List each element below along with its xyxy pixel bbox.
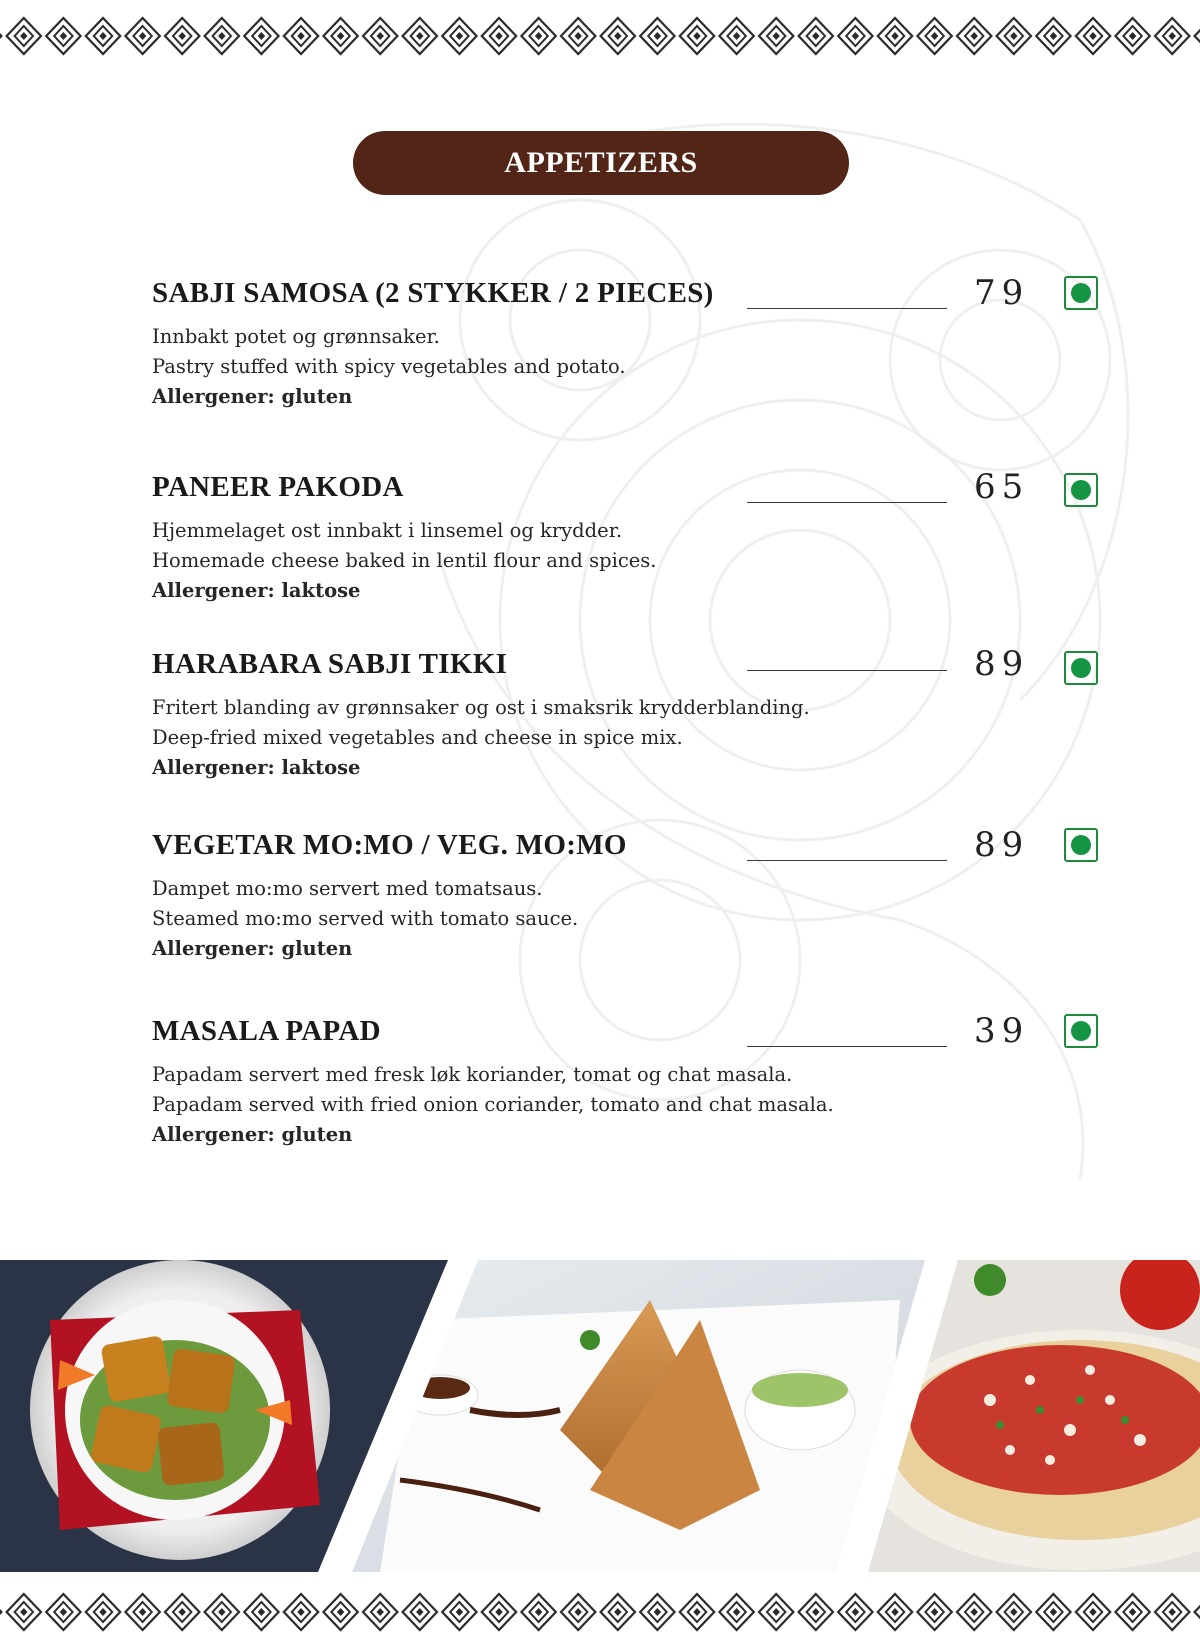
menu-item	[152, 644, 1112, 808]
menu-item	[152, 467, 1112, 631]
food-photo-strip	[0, 1260, 1200, 1572]
menu-item-price: 89	[974, 644, 1030, 684]
allergen-info: Allergener: laktose	[152, 579, 361, 602]
veg-indicator-icon	[1064, 1014, 1098, 1048]
price-leader-line	[747, 670, 947, 671]
description-norwegian: Fritert blanding av grønnsaker og ost i smaksrik krydderblanding.	[152, 696, 810, 719]
menu-item-description	[152, 874, 578, 964]
price-leader-line	[747, 860, 947, 861]
menu-item-price: 65	[974, 467, 1030, 507]
veg-indicator-icon	[1064, 276, 1098, 310]
menu-item-description	[152, 1060, 834, 1150]
veg-indicator-icon	[1064, 828, 1098, 862]
menu-item-price: 89	[974, 825, 1030, 865]
menu-item-name: MASALA PAPAD	[152, 1015, 381, 1047]
allergen-info: Allergener: gluten	[152, 385, 353, 408]
allergen-info: Allergener: gluten	[152, 1123, 353, 1146]
menu-item-description	[152, 693, 810, 783]
menu-item	[152, 825, 1112, 989]
description-norwegian: Papadam servert med fresk løk koriander, tomat og chat masala.	[152, 1063, 793, 1086]
description-english: Papadam served with fried onion coriander, tomato and chat masala.	[152, 1093, 834, 1116]
menu-item-price: 39	[974, 1011, 1030, 1051]
description-english: Deep-fried mixed vegetables and cheese in spice mix.	[152, 726, 683, 749]
menu-item-name: SABJI SAMOSA (2 STYKKER / 2 PIECES)	[152, 277, 714, 309]
section-title-banner	[353, 131, 849, 195]
price-leader-line	[747, 1046, 947, 1047]
description-english: Steamed mo:mo served with tomato sauce.	[152, 907, 579, 930]
description-english: Homemade cheese baked in lentil flour and spices.	[152, 549, 657, 572]
veg-indicator-icon	[1064, 651, 1098, 685]
price-leader-line	[747, 308, 947, 309]
menu-item-price: 79	[974, 273, 1030, 313]
menu-item	[152, 1011, 1112, 1175]
menu-item-name: VEGETAR MO:MO / VEG. MO:MO	[152, 829, 627, 861]
menu-item-description	[152, 516, 657, 606]
description-english: Pastry stuffed with spicy vegetables and potato.	[152, 355, 626, 378]
allergen-info: Allergener: laktose	[152, 756, 361, 779]
top-diamond-border	[0, 14, 1200, 58]
veg-indicator-icon	[1064, 473, 1098, 507]
section-title: APPETIZERS	[504, 146, 698, 179]
menu-item-name: HARABARA SABJI TIKKI	[152, 648, 508, 680]
menu-item-description	[152, 322, 626, 412]
photo-samosa	[340, 1260, 940, 1572]
allergen-info: Allergener: gluten	[152, 937, 353, 960]
menu-item	[152, 273, 1112, 437]
description-norwegian: Innbakt potet og grønnsaker.	[152, 325, 440, 348]
bottom-diamond-border	[0, 1590, 1200, 1634]
menu-item-name: PANEER PAKODA	[152, 471, 404, 503]
description-norwegian: Dampet mo:mo servert med tomatsaus.	[152, 877, 543, 900]
description-norwegian: Hjemmelaget ost innbakt i linsemel og krydder.	[152, 519, 623, 542]
price-leader-line	[747, 502, 947, 503]
